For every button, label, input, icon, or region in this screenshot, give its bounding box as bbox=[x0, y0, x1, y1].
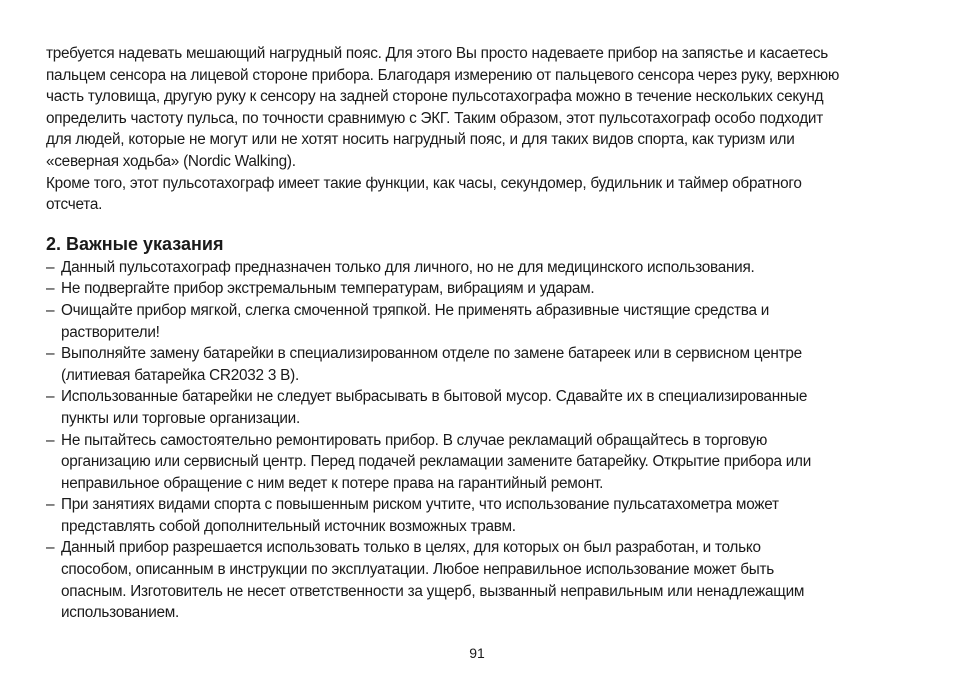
list-dash: – bbox=[46, 345, 55, 363]
list-dash: – bbox=[46, 496, 55, 514]
list-item-line: Данный прибор разрешается использовать только в целях, для которых он был разработан, и только bbox=[61, 539, 761, 557]
intro-line: отсчета. bbox=[46, 196, 103, 214]
list-item-line: Выполняйте замену батарейки в специализированном отделе по замене батареек или в сервисном центре bbox=[61, 345, 802, 363]
intro-line: Кроме того, этот пульсотахограф имеет такие функции, как часы, секундомер, будильник и таймер обратного bbox=[46, 174, 802, 192]
list-item-line: Использованные батарейки не следует выбрасывать в бытовой мусор. Сдавайте их в специализированные bbox=[61, 388, 808, 406]
list-item-line: неправильное обращение с ним ведет к потере права на гарантийный ремонт. bbox=[61, 474, 604, 492]
list-dash: – bbox=[46, 280, 55, 298]
intro-line: пальцем сенсора на лицевой стороне прибора. Благодаря измерению от пальцевого сенсора через руку, верхнюю bbox=[46, 66, 840, 84]
list-dash: – bbox=[46, 388, 55, 406]
list-item-line: Очищайте прибор мягкой, слегка смоченной тряпкой. Не применять абразивные чистящие средства и bbox=[61, 301, 770, 319]
list-item-line: (литиевая батарейка CR2032 3 В). bbox=[61, 366, 299, 384]
page-number: 91 bbox=[469, 645, 485, 661]
instructions-list bbox=[46, 257, 916, 624]
list-item bbox=[46, 343, 916, 386]
intro-paragraph bbox=[46, 43, 916, 216]
section-title: 2. Важные указания bbox=[46, 233, 224, 254]
list-item-line: использованием. bbox=[61, 604, 180, 622]
list-item-line: представлять собой дополнительный источник возможных травм. bbox=[61, 517, 516, 535]
list-item bbox=[46, 430, 916, 495]
list-item-line: Не пытайтесь самостоятельно ремонтировать прибор. В случае рекламаций обращайтесь в торговую bbox=[61, 431, 768, 449]
intro-line: часть туловища, другую руку к сенсору на задней стороне пульсотахографа можно в течение нескольких секунд bbox=[46, 88, 824, 106]
list-item bbox=[46, 494, 916, 537]
document-page bbox=[46, 43, 916, 624]
list-item bbox=[46, 278, 916, 300]
list-dash: – bbox=[46, 431, 55, 449]
intro-line: определить частоту пульса, по точности сравнимую с ЭКГ. Таким образом, этот пульсотахограф особо подходит bbox=[46, 109, 823, 127]
list-item-line: пункты или торговые организации. bbox=[61, 409, 301, 427]
list-item bbox=[46, 537, 916, 623]
list-dash: – bbox=[46, 539, 55, 557]
list-item bbox=[46, 300, 916, 343]
list-item-line: организацию или сервисный центр. Перед подачей рекламации замените батарейку. Открытие прибора или bbox=[61, 453, 812, 471]
list-item bbox=[46, 257, 916, 279]
list-item-line: растворители! bbox=[61, 323, 160, 341]
list-item-line: Данный пульсотахограф предназначен только для личного, но не для медицинского использования. bbox=[61, 258, 755, 276]
list-item bbox=[46, 386, 916, 429]
list-item-line: опасным. Изготовитель не несет ответственности за ущерб, вызванный неправильным или ненадлежащим bbox=[61, 582, 805, 600]
list-item-line: Не подвергайте прибор экстремальным температурам, вибрациям и ударам. bbox=[61, 280, 595, 298]
intro-line: требуется надевать мешающий нагрудный пояс. Для этого Вы просто надеваете прибор на запястье и касаетесь bbox=[46, 45, 828, 62]
list-item-line: способом, описанным в инструкции по эксплуатации. Любое неправильное использование может быть bbox=[61, 561, 775, 579]
list-item-line: При занятиях видами спорта с повышенным риском учтите, что использование пульсатахометра может bbox=[61, 496, 779, 514]
list-dash: – bbox=[46, 258, 55, 276]
list-dash: – bbox=[46, 301, 55, 319]
intro-line: для людей, которые не могут или не хотят носить нагрудный пояс, и для таких видов спорта, как туризм или bbox=[46, 131, 795, 149]
intro-line: «северная ходьба» (Nordic Walking). bbox=[46, 152, 296, 170]
